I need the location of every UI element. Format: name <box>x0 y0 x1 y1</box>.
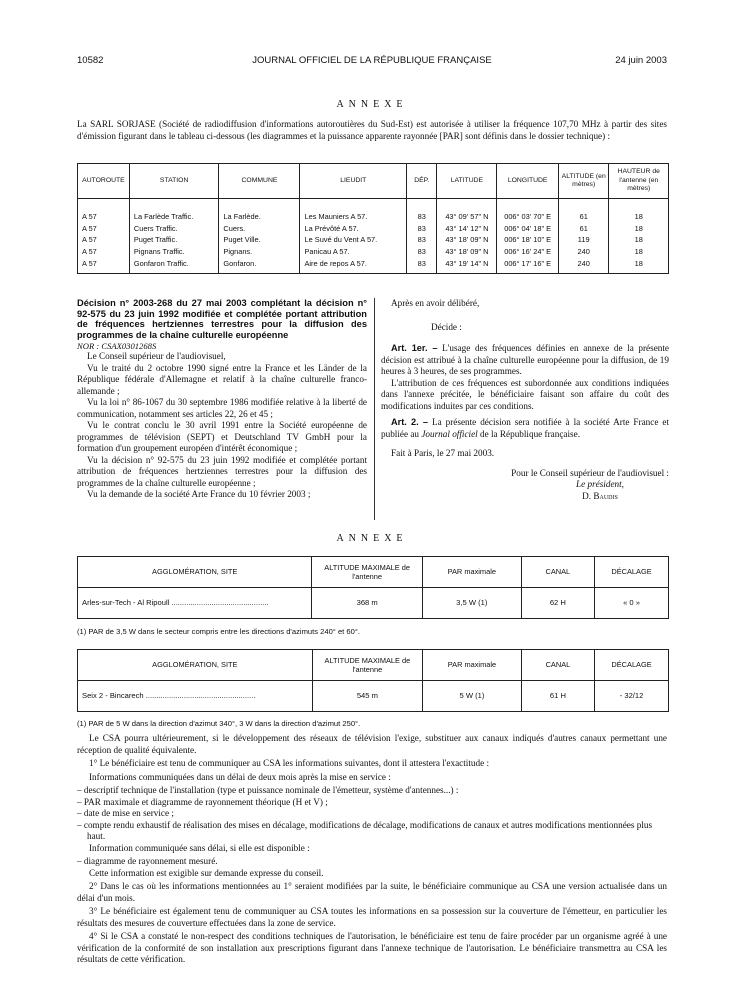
list-item: – PAR maximale et diagramme de rayonnement théorique (H et V) ; <box>77 796 328 807</box>
cell-latitude: 43° 09' 57" N <box>437 199 497 223</box>
cell-dep: 83 <box>407 199 437 223</box>
cell-latitude: 43° 19' 14" N <box>437 257 497 273</box>
col-par: PAR maximale <box>423 650 522 681</box>
article-2-text: La présente décision sera notifiée à la société Arte France et publiée au <box>381 417 669 439</box>
cell-decalage: « 0 » <box>595 588 669 619</box>
col-hauteur: HAUTEUR de l'antenne (en mètres) <box>609 164 669 199</box>
signatory-name: D. Baudis <box>582 490 618 501</box>
page-number: 10582 <box>77 55 104 66</box>
signature-date: Fait à Paris, le 27 mai 2003. <box>391 448 495 458</box>
cell-station: Gonfaron Traffic. <box>129 257 219 273</box>
table-row <box>78 257 669 273</box>
footnote-1: (1) PAR de 3,5 W dans le secteur compris entre les directions d'azimuts 240° et 60°. <box>77 627 360 636</box>
col-lieudit: LIEUDIT <box>300 164 407 199</box>
cell-autoroute: A 57 <box>78 223 130 235</box>
col-altitude-max: ALTITUDE MAXIMALE de l'antenne <box>312 650 422 681</box>
table-row <box>78 234 669 246</box>
col-decalage: DÉCALAGE <box>595 557 669 588</box>
visa-paragraph: Vu le traité du 2 octobre 1990 signé entre la France et les Länder de la République fédérale d'Allemagne et relatif à la chaîne culturelle franco-allemande ; <box>77 362 367 396</box>
table-row <box>78 199 669 223</box>
col-autoroute: AUTOROUTE <box>78 164 130 199</box>
cell-lieudit: Le Suvé du Vent A 57. <box>300 234 407 246</box>
cell-longitude: 006° 18' 10" E <box>497 234 559 246</box>
cell-commune: La Farlède. <box>219 199 300 223</box>
journal-name: Journal officiel <box>421 428 478 439</box>
list-item: – compte rendu exhaustif de réalisation des mises en décalage, modifications de décalage, modifications de canaux et autres modifications mentionnées plus haut. <box>77 819 653 841</box>
journal-title: JOURNAL OFFICIEL DE LA RÉPUBLIQUE FRANÇAISE <box>252 55 492 66</box>
col-station: STATION <box>129 164 219 199</box>
list-item: – diagramme de rayonnement mesuré. <box>77 856 218 866</box>
issue-date: 24 juin 2003 <box>615 55 667 66</box>
cell-dep: 83 <box>407 257 437 273</box>
list-item: – date de mise en service ; <box>77 808 174 818</box>
article-2 <box>381 417 669 440</box>
col-site: AGGLOMÉRATION, SITE <box>78 650 313 681</box>
cell-hauteur: 18 <box>609 234 669 246</box>
cell-canal: 61 H <box>521 681 594 712</box>
condition-paragraph: Informations communiquées dans un délai de deux mois après la mise en service : <box>89 771 391 782</box>
cell-altitude: 240 <box>558 257 609 273</box>
cell-altitude: 61 <box>558 199 609 223</box>
cell-lieudit: Les Mauniers A 57. <box>300 199 407 223</box>
cell-station: La Farlède Traffic. <box>129 199 219 223</box>
article-2-text-end: de la République française. <box>477 428 580 439</box>
cell-commune: Gonfaron. <box>219 257 300 273</box>
article-1-paragraph-2: L'attribution de ces fréquences est subordonnée aux conditions indiquées dans l'annexe précitée, le bénéficiaire faisant son affaire du coût des modifications induites par ces conditions. <box>381 377 669 411</box>
cell-longitude: 006° 16' 24" E <box>497 246 559 258</box>
cell-station: Cuers Traffic. <box>129 223 219 235</box>
cell-longitude: 006° 03' 70" E <box>497 199 559 223</box>
annex-intro: La SARL SORJASE (Société de radiodiffusion d'informations autoroutières du Sud-Est) est autorisée à utiliser la fréquence 107,70 MHz à partir des sites d'émission figurant dans le tableau ci-dessous (les diagrammes et la puissance apparente rayonnée [PAR] sont définis dans le dossier technique) : <box>77 119 667 141</box>
col-site: AGGLOMÉRATION, SITE <box>78 557 312 588</box>
site-name: Seix 2 - Bincarech <box>82 691 144 701</box>
cell-par: 3,5 W (1) <box>422 588 521 619</box>
cell-longitude: 006° 04' 18" E <box>497 223 559 235</box>
cell-latitude: 43° 18' 09" N <box>437 246 497 258</box>
table-row <box>78 246 669 258</box>
cell-longitude: 006° 17' 16" E <box>497 257 559 273</box>
cell-decalage: - 32/12 <box>595 681 669 712</box>
frequency-table-1 <box>77 556 669 619</box>
cell-latitude: 43° 18' 09" N <box>437 234 497 246</box>
cell-dep: 83 <box>407 246 437 258</box>
col-longitude: LONGITUDE <box>497 164 559 199</box>
cell-par: 5 W (1) <box>423 681 522 712</box>
cell-commune: Puget Ville. <box>219 234 300 246</box>
cell-altitude: 119 <box>558 234 609 246</box>
decision-left-column <box>77 298 367 501</box>
cell-altitude: 240 <box>558 246 609 258</box>
cell-autoroute: A 57 <box>78 257 130 273</box>
site-name: Arles-sur-Tech - Al Ripoull <box>82 598 170 608</box>
cell-latitude: 43° 14' 12" N <box>437 223 497 235</box>
signatory-authority: Pour le Conseil supérieur de l'audiovisuel : <box>511 467 669 478</box>
decide-text: Décide : <box>431 321 462 332</box>
cell-lieudit: Aire de repos A 57. <box>300 257 407 273</box>
cell-hauteur: 18 <box>609 199 669 223</box>
cell-autoroute: A 57 <box>78 246 130 258</box>
condition-paragraph: 1° Le bénéficiaire est tenu de communiquer au CSA les informations suivantes, dont il attestera l'exactitude : <box>89 758 490 768</box>
cell-lieudit: La Prévôté A 57. <box>300 223 407 235</box>
page-header <box>77 55 667 69</box>
condition-paragraph: Le CSA pourra ultérieurement, si le développement des réseaux de télévision l'exige, substituer aux canaux indiqués d'autres canaux permettant une réception de qualité équivalente. <box>77 733 667 755</box>
sites-table <box>77 163 669 274</box>
visa-paragraph: Vu le contrat conclu le 30 avril 1991 entre la Société européenne de programmes de télévision (SEPT) et Deutschland TV GmbH pour la formation d'un groupement européen d'intérêt économique ; <box>77 420 367 454</box>
condition-paragraph: 3° Le bénéficiaire est également tenu de communiquer au CSA toutes les informations en sa possession sur la couverture de l'émetteur, en particulier les résultats des mesures de couverture effectuées dans la zone de service. <box>77 906 667 928</box>
info-list <box>77 785 667 843</box>
cell-site: Seix 2 - Bincarech .................................................... <box>78 681 313 712</box>
condition-paragraph: 2° Dans le cas où les informations mentionnées au 1° seraient modifiées par la suite, le bénéficiaire communique au CSA une version actualisée dans un délai d'un mois. <box>77 881 667 903</box>
cell-commune: Pignans. <box>219 246 300 258</box>
footnote-2: (1) PAR de 5 W dans la direction d'azimut 340°, 3 W dans la direction d'azimut 250°. <box>77 719 361 728</box>
table-row <box>78 223 669 235</box>
deliberation-text: Après en avoir délibéré, <box>391 298 480 308</box>
article-1-text: L'usage des fréquences définies en annexe de la présente décision est attribué à la chaîne culturelle européenne pour la diffusion, de 19 heures à 3 heures, de ses programmes. <box>381 343 669 376</box>
annex-heading: ANNEXE <box>336 99 408 110</box>
col-par: PAR maximale <box>422 557 521 588</box>
cell-hauteur: 18 <box>609 223 669 235</box>
cell-altitude: 368 m <box>312 588 423 619</box>
signatory-title: Le président, <box>576 479 624 489</box>
cell-autoroute: A 57 <box>78 234 130 246</box>
list-item: – descriptif technique de l'installation (type et puissance nominale de l'émetteur, système d'antennes...) : <box>77 785 459 795</box>
annex-2-heading: ANNEXE <box>336 533 408 544</box>
table-row <box>78 588 669 619</box>
visa-paragraph: Vu la décision n° 92-575 du 23 juin 1992 modifiée et complétée portant attribution de fréquences hertziennes terrestres pour la diffusion des programmes de la chaîne culturelle européenne ; <box>77 454 367 488</box>
col-altitude: ALTITUDE (en mètres) <box>558 164 609 199</box>
column-divider <box>374 298 375 520</box>
article-1 <box>381 343 669 378</box>
col-canal: CANAL <box>521 557 594 588</box>
col-latitude: LATITUDE <box>437 164 497 199</box>
cell-commune: Cuers. <box>219 223 300 235</box>
cell-dep: 83 <box>407 234 437 246</box>
conditions-text <box>77 733 667 968</box>
cell-canal: 62 H <box>521 588 594 619</box>
cell-hauteur: 18 <box>609 257 669 273</box>
condition-paragraph: 4° Si le CSA a constaté le non-respect des conditions techniques de l'autorisation, le bénéficiaire est tenu de faire procéder par un organisme agréé à une vérification de la conformité de son installation aux prescriptions figurant dans l'annexe technique de l'autorisation. Le bénéficiaire transmettra au CSA les résultats de cette vérification. <box>77 931 667 964</box>
col-dep: DÉP. <box>407 164 437 199</box>
visa-paragraph: Le Conseil supérieur de l'audiovisuel, <box>87 351 226 362</box>
condition-paragraph: Information communiquée sans délai, si elle est disponible : <box>89 842 310 853</box>
article-2-label: Art. 2. – <box>391 417 429 427</box>
article-1-label: Art. 1er. – <box>391 343 438 353</box>
table-row <box>78 681 669 712</box>
decision-right-column <box>381 298 669 502</box>
col-decalage: DÉCALAGE <box>595 650 669 681</box>
info-list-2 <box>77 856 667 868</box>
cell-site: Arles-sur-Tech - Al Ripoull .............................................. <box>78 588 312 619</box>
col-commune: COMMUNE <box>219 164 300 199</box>
frequency-table-2 <box>77 649 669 712</box>
decision-title: Décision n° 2003-268 du 27 mai 2003 complétant la décision n° 92-575 du 23 juin 1992 modifiée et complétée portant attribution de fréquences hertziennes terrestres pour la diffusion des programmes de la chaîne culturelle européenne <box>77 298 367 341</box>
cell-autoroute: A 57 <box>78 199 130 223</box>
condition-paragraph: Cette information est exigible sur demande expresse du conseil. <box>89 867 324 878</box>
cell-lieudit: Panicau A 57. <box>300 246 407 258</box>
cell-altitude: 545 m <box>312 681 422 712</box>
cell-altitude: 61 <box>558 223 609 235</box>
cell-hauteur: 18 <box>609 246 669 258</box>
visa-paragraph: Vu la loi n° 86-1067 du 30 septembre 1986 modifiée relative à la liberté de communication, notamment ses articles 22, 26 et 45 ; <box>77 397 367 419</box>
cell-dep: 83 <box>407 223 437 235</box>
col-altitude-max: ALTITUDE MAXIMALE de l'antenne <box>312 557 423 588</box>
visa-paragraph: Vu la demande de la société Arte France du 10 février 2003 ; <box>87 489 311 500</box>
cell-station: Pignans Traffic. <box>129 246 219 258</box>
cell-station: Puget Traffic. <box>129 234 219 246</box>
col-canal: CANAL <box>521 650 594 681</box>
nor-reference: NOR : CSAX0301268S <box>77 340 157 351</box>
